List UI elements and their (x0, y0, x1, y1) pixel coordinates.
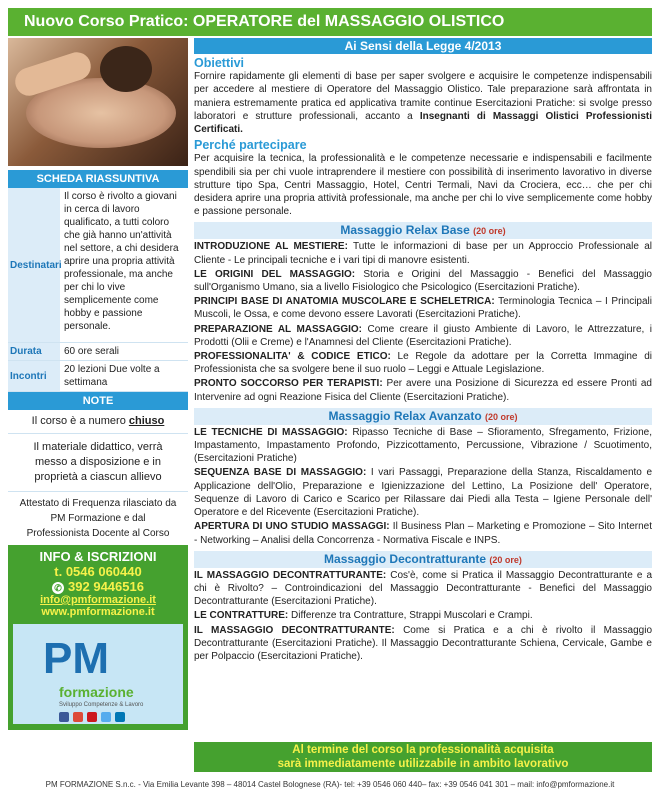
module-header: Massaggio Relax Avanzato (20 ore) (194, 408, 652, 425)
law-header: Ai Sensi della Legge 4/2013 (194, 38, 652, 54)
youtube-icon (87, 712, 97, 722)
module-topic: INTRODUZIONE AL MESTIERE: Tutte le informazioni di base per un Approccio Professionale al Cliente - Le principali tecniche e i vari tipi di manovre esistenti. (194, 241, 652, 266)
info-box (8, 545, 188, 730)
twitter-icon (101, 712, 111, 722)
course-title: Nuovo Corso Pratico: OPERATORE del MASSAGGIO OLISTICO (24, 13, 505, 30)
pm-formazione-logo: PM formazione Sviluppo Competenze & Lavoro (13, 624, 183, 724)
info-title: INFO & ISCRIZIONI (39, 549, 157, 564)
summary-label: Durata (8, 343, 60, 360)
course-title-banner (8, 8, 652, 36)
linkedin-icon (115, 712, 125, 722)
whatsapp-icon: ✆ (52, 582, 64, 594)
whatsapp-number[interactable]: ✆ 392 9446516 (10, 579, 186, 594)
module-topic: PREPARAZIONE AL MASSAGGIO: Come creare il giusto Ambiente di Lavoro, le Attrezzature, i Prodotti (Olii e Creme) e l'Anamnesi del Cliente (Esercitazioni Pratiche). (194, 323, 653, 348)
summary-header: SCHEDA RIASSUNTIVA (8, 170, 188, 188)
googleplus-icon (73, 712, 83, 722)
module-topic: APERTURA DI UNO STUDIO MASSAGGI: Il Business Plan – Marketing e Promozione – Sito Internet - Networking – Analisi della Concorrenza - Normativa Fiscale e INPS. (194, 521, 653, 546)
summary-value: Il corso è rivolto a giovani in cerca di lavoro qualificato, a tutti coloro che già hanno un'attività nel settore, a chi desidera aprire una propria attività professionale, ma anche per chi lo vive semplicemente come hobby e passione personale. (64, 191, 179, 332)
email-link[interactable]: info@pmformazione.it (40, 594, 156, 606)
module-header: Massaggio Relax Base (20 ore) (194, 222, 652, 239)
closing-line-1: Al termine del corso la professionalità acquisita (292, 744, 554, 756)
summary-value: 20 lezioni Due volte a settimana (64, 364, 160, 388)
note-closed: Il corso è a numero chiuso (8, 410, 188, 434)
footer: PM FORMAZIONE S.n.c. - Via Emilia Levante 398 – 48014 Castel Bolognese (RA)- tel: +39 0546 060 440– fax: +39 0546 041 301 – mail: info@pmformazione.it (45, 780, 615, 789)
obiettivi-text: Fornire rapidamente gli elementi di base per saper svolgere e acquisire le competenze indispensabili per accedere al mestiere di Operatore del Massaggio Olistico. Tale preparazione sarà affrontata in maniera estremamente pratica ed applicativa tramite continue Esercitazioni Pratiche: si svolge presso laboratori e strutture professionali, accanto a Insegnanti di Massaggi Olistici Professionisti Certificati. (194, 71, 652, 136)
right-column (194, 38, 652, 663)
summary-table (8, 188, 188, 392)
left-column (8, 38, 188, 730)
module-topic: IL MASSAGGIO DECONTRATTURANTE: Cos'è, come si Pratica il Massaggio Decontratturante e a chi è Rivolto? – Controindicazioni del Massaggio Decontratturante - Benefici del Massaggio Decontratturante (Esercitazioni Pratiche). (194, 569, 653, 608)
module-topic: SEQUENZA BASE DI MASSAGGIO: I vari Passaggi, Preparazione della Stanza, Riscaldamento e Applicazione dell'Olio, Preparazione e Igienizzazione del Lettino, La Posizione dell' Operatore, Sequenze di Lavoro di Carico e Scarico per Rilassare dai Piedi alla Testa – Igiene Personale dell' Operatore e del Ricevente (Esercitazioni Pratiche). (194, 467, 652, 519)
module-topic: PRINCIPI BASE DI ANATOMIA MUSCOLARE E SCHELETRICA: Terminologia Tecnica – I Principali Muscoli, le Ossa, e come devono essere Lavorati (Esercitazioni Pratiche). (194, 296, 652, 321)
module-header: Massaggio Decontratturante (20 ore) (194, 551, 652, 568)
summary-value: 60 ore serali (64, 346, 120, 357)
note-header: NOTE (8, 392, 188, 410)
note-attestato: Attestato di Frequenza rilasciato da PM Formazione e dal Professionista Docente al Corso (19, 498, 177, 539)
website-link[interactable]: www.pmformazione.it (41, 606, 155, 618)
phone-number[interactable]: t. 0546 060440 (54, 564, 142, 579)
perche-text: Per acquisire la tecnica, la professionalità e le competenze necessarie e indispensabili e facilmente spendibili sia per chi vuole intraprendere il mestiere con possibilità di inserimento lavorativo in diverse strutture tipo Spa, Centri Massaggio, Hotel, Centri Termali, Navi da Crociera, ecc… che per chi desidera aprire una propria attività professionale, ma anche per chi lo vive semplicemente come hobby e passione personale. (194, 153, 652, 218)
summary-label: Incontri (8, 361, 60, 391)
note-material: Il materiale didattico, verrà messo a disposizione e in proprietà a ciascun allievo (8, 434, 188, 492)
summary-row-durata (8, 343, 188, 361)
summary-row-destinatari (8, 188, 188, 343)
module-topic: LE ORIGINI DEL MASSAGGIO: Storia e Origini del Massaggio - Benefici del Massaggio sull'Organismo Umano, sia a livello Fisiologico che Psicologico (Esercitazioni Pratiche). (194, 268, 652, 294)
closing-banner (194, 742, 652, 772)
module-topic: LE TECNICHE DI MASSAGGIO: Ripasso Tecniche di Base – Sfioramento, Sfregamento, Frizione, Impastamento, Impastamento Profondo, Pizzicottamento, Percussione, Vibrazione / Scuotimento, (Esercitazioni Pratiche) (194, 426, 652, 465)
obiettivi-title: Obiettivi (194, 56, 245, 70)
summary-row-incontri (8, 361, 188, 392)
module-topic: IL MASSAGGIO DECONTRATTURANTE: Come si Pratica e a chi è rivolto il Massaggio Decontratturante (Esercitazioni Pratiche). Il Massaggio Decontratturante Schiena, Cervicale, Gambe e per Polpaccio (Esercitazioni Pratiche). (194, 624, 653, 662)
facebook-icon (59, 712, 69, 722)
perche-title: Perché partecipare (194, 138, 307, 153)
summary-label: Destinatari (8, 188, 60, 342)
massage-photo (8, 38, 188, 166)
module-topic: LE CONTRATTURE: Differenze tra Contratture, Strappi Muscolari e Crampi. (194, 610, 533, 622)
module-topic: PRONTO SOCCORSO PER TERAPISTI: Per avere una Posizione di Sicurezza ed essere Pronti ad Intervenire ad ogni Reazione Fisica del Cliente (Esercitazioni Pratiche). (194, 378, 652, 403)
closing-line-2: sarà immediatamente utilizzabile in ambito lavorativo (277, 758, 569, 770)
module-topic: PROFESSIONALITA' & CODICE ETICO: Le Regole da adottare per la Corretta Immagine di Professionista che sa svolgere bene il suo ruolo – Leggi e Attuale Legislazione. (194, 351, 652, 376)
